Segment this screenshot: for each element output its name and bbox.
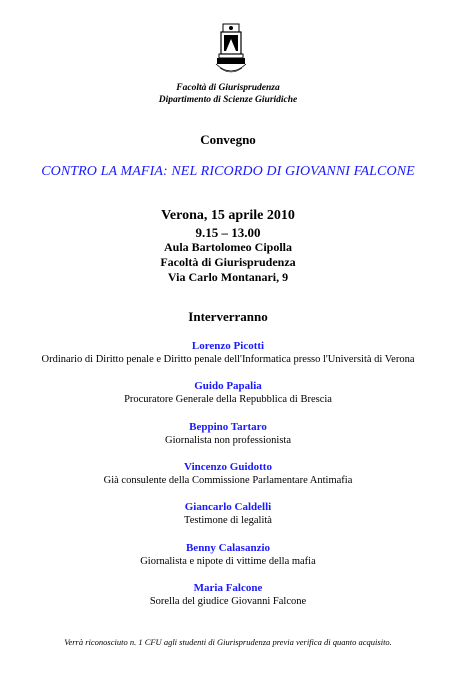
speaker-name: Guido Papalia [194,380,262,392]
university-seal-icon [214,22,248,78]
speaker-entry [0,541,456,569]
speaker-name: Benny Calasanzio [185,542,271,554]
event-title: CONTRO LA MAFIA: NEL RICORDO DI GIOVANNI FALCONE [41,164,415,179]
event-time: 9.15 – 13.00 [195,225,261,240]
speaker-entry [0,500,456,528]
event-type: Convegno [200,132,256,147]
event-address: Via Carlo Montanari, 9 [167,270,289,284]
speaker-entry [0,339,456,367]
event-date: Verona, 15 aprile 2010 [161,208,295,223]
credit-note: Verrà riconosciuto n. 1 CFU agli studenti di Giurisprudenza previa verifica di quanto acquisito. [64,637,392,647]
speaker-name: Maria Falcone [193,582,263,594]
speaker-name: Beppino Tartaro [189,421,267,433]
speaker-name: Lorenzo Picotti [191,340,265,352]
speakers-heading: Interverranno [188,309,268,324]
department-heading: Dipartimento di Scienze Giuridiche [158,95,298,105]
speaker-role: Giornalista non professionista [165,435,291,446]
speaker-role: Sorella del giudice Giovanni Falcone [149,596,307,607]
speaker-role: Già consulente della Commissione Parlamentare Antimafia [103,475,353,486]
speaker-role: Ordinario di Diritto penale e Diritto penale dell'Informatica presso l'Università di Verona [41,354,415,365]
speaker-name: Giancarlo Caldelli [184,501,272,513]
faculty-heading: Facoltà di Giurisprudenza [176,83,280,93]
event-room: Aula Bartolomeo Cipolla [164,240,292,254]
speaker-entry [0,460,456,488]
speaker-role: Procuratore Generale della Repubblica di Brescia [124,394,332,405]
speaker-name: Vincenzo Guidotto [184,461,272,473]
speaker-role: Giornalista e nipote di vittime della mafia [140,556,316,567]
event-faculty: Facoltà di Giurisprudenza [160,255,296,269]
speaker-entry [0,420,456,448]
speaker-entry [0,379,456,407]
speaker-entry [0,581,456,609]
speaker-role: Testimone di legalità [184,515,272,526]
